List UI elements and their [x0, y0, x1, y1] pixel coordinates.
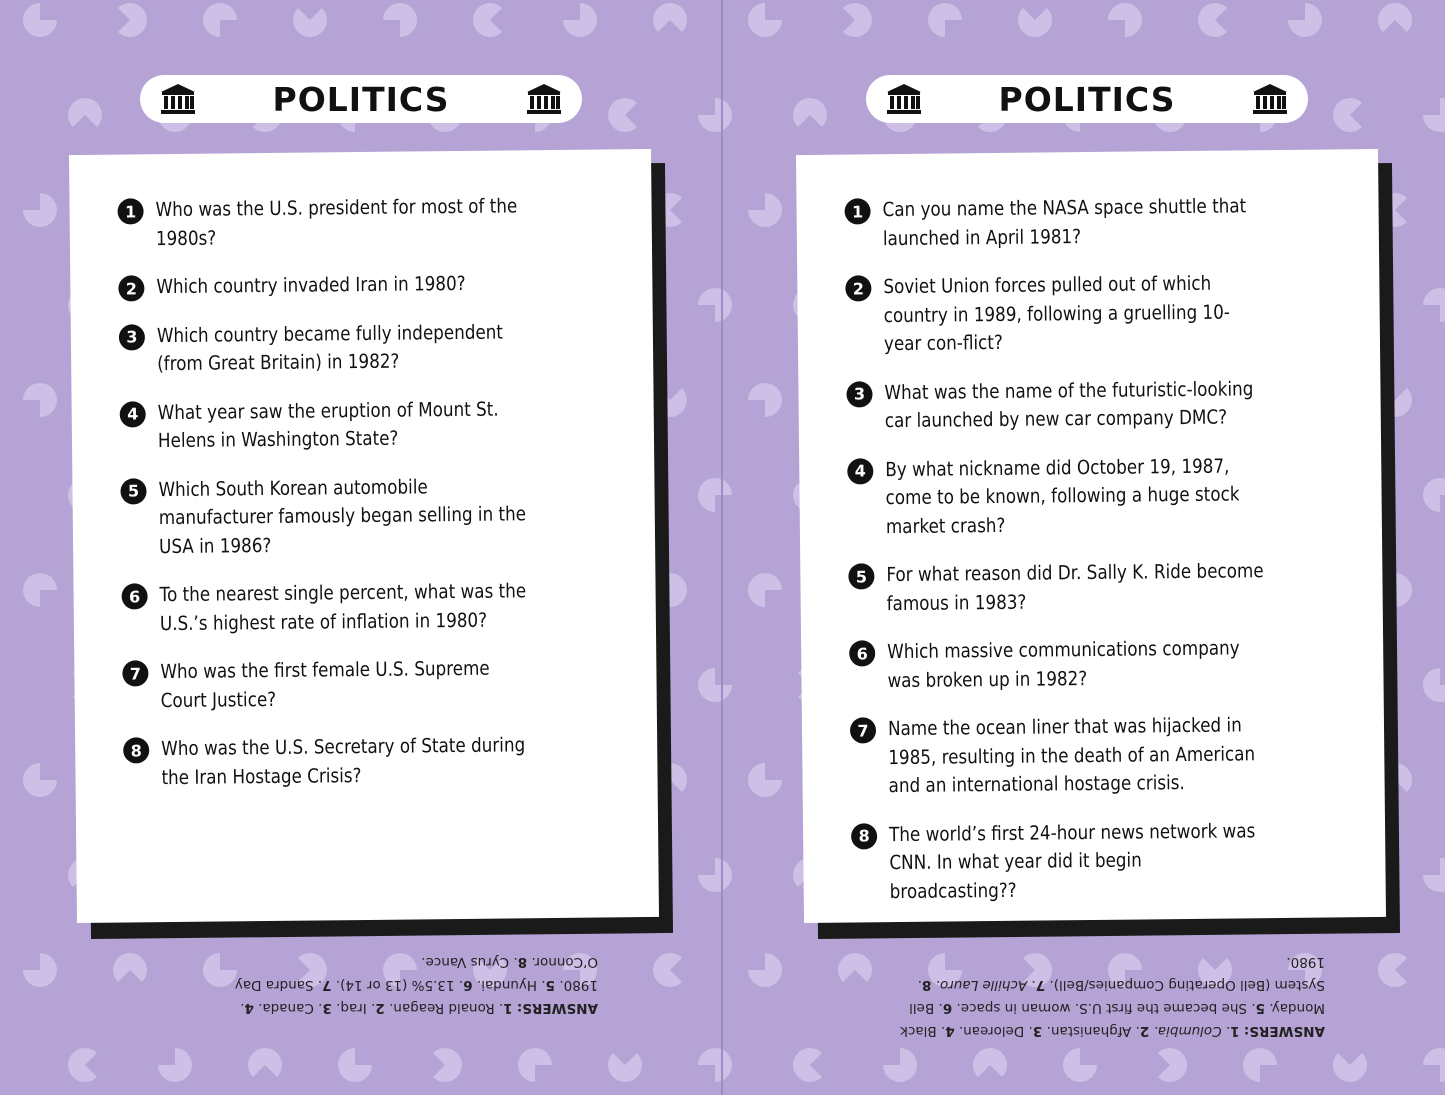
question-list — [844, 192, 1332, 927]
question-number-badge: 7 — [850, 717, 876, 743]
question-number-badge: 1 — [844, 198, 870, 224]
question-number-badge: 4 — [847, 458, 873, 484]
answer-number: 5 — [1255, 1000, 1266, 1016]
question-text: What was the name of the futuristic-looking car launched by new car company DMC? — [884, 376, 1254, 433]
answer-number: 2 — [375, 1000, 385, 1016]
answer-text: She became the first U.S. woman in space. — [956, 1000, 1248, 1016]
question-text: To the nearest single percent, what was the U.S.’s highest rate of inflation in 1980? — [159, 579, 527, 635]
question-item — [846, 374, 1327, 436]
right-page — [723, 0, 1445, 1095]
question-number-badge: 8 — [851, 823, 877, 849]
question-text: Name the ocean liner that was hijacked in 1985, resulting in the death of an American and an international hostage crisis. — [887, 713, 1256, 798]
answer-number: 6 — [942, 1000, 953, 1016]
question-text: What year saw the eruption of Mount St. Helens in Washington State? — [157, 397, 499, 453]
question-number-badge: 5 — [848, 563, 874, 589]
question-number-badge: 4 — [120, 401, 146, 427]
question-text: Who was the first female U.S. Supreme Court Justice? — [160, 656, 490, 712]
question-item — [848, 557, 1329, 619]
question-number-badge: 3 — [119, 324, 145, 350]
answer-number: 4 — [945, 1023, 955, 1039]
question-item — [849, 634, 1330, 696]
answer-number: 7 — [322, 977, 332, 993]
question-item — [119, 317, 600, 379]
question-item — [851, 816, 1332, 907]
answer-number: 2 — [1139, 1023, 1150, 1039]
page-title: POLITICS — [272, 79, 450, 119]
question-item — [850, 711, 1331, 802]
answer-number: 8 — [921, 977, 932, 993]
question-number-badge: 3 — [846, 381, 872, 407]
question-item — [120, 471, 601, 562]
question-item — [117, 192, 598, 254]
capitol-building-icon — [160, 83, 196, 115]
question-number-badge: 1 — [117, 198, 143, 224]
question-item — [121, 577, 602, 639]
question-number-badge: 2 — [118, 275, 144, 301]
question-text: Which South Korean automobile manufacturer famously began selling in the USA in 1986? — [158, 474, 527, 558]
politics-header — [866, 75, 1308, 123]
question-item — [122, 654, 603, 716]
answers-upside-down: ANSWERS: 1. Ronald Reagan. 2. Iraq. 3. Canada. 4. 1980. 5. Hyundai. 6. 13.5% (13 or 14). 7. Sandra Day O’Connor. 8. Cyrus Vance. — [234, 954, 598, 1016]
answer-text: 1980. — [559, 977, 598, 993]
question-text: The world’s first 24-hour news network was CNN. In what year did it begin broadcasting?? — [888, 818, 1256, 903]
answer-text: Cyrus Vance. — [421, 954, 510, 970]
answer-text: Hyundai. — [476, 977, 538, 993]
question-text: By what nickname did October 19, 1987, come to be known, following a huge stock market crash? — [885, 454, 1240, 538]
answer-text: Black Monday. — [900, 1000, 1325, 1039]
question-text: Soviet Union forces pulled out of which country in 1989, following a gruelling 10-year con-flict? — [883, 271, 1230, 356]
question-number-badge: 5 — [120, 478, 146, 504]
question-number-badge: 8 — [123, 737, 149, 763]
answer-number: 1 — [1230, 1023, 1240, 1039]
answer-number: 1 — [503, 1000, 513, 1016]
answer-text: 13.5% (13 or 14). — [335, 977, 455, 993]
answer-text: Delorean. — [958, 1023, 1025, 1039]
question-item — [118, 269, 598, 303]
question-list — [117, 192, 603, 813]
answer-text: Bell System (Bell Operating Companies/Bell). — [909, 977, 1325, 1016]
answer-text: Achille Lauro. — [935, 977, 1028, 993]
question-text: Can you name the NASA space shuttle that launched in April 1981? — [882, 194, 1247, 250]
card-body — [69, 149, 659, 923]
answer-number: 4 — [244, 1000, 254, 1016]
question-text: Who was the U.S. Secretary of State during the Iran Hostage Crisis? — [161, 733, 526, 789]
left-page — [0, 0, 722, 1095]
question-number-badge: 7 — [122, 660, 148, 686]
answer-text: Ronald Reagan. — [389, 1000, 495, 1016]
politics-header — [140, 75, 582, 123]
answer-number: 3 — [1032, 1023, 1043, 1039]
answer-text: Iraq. — [336, 1000, 367, 1016]
question-item — [123, 731, 604, 793]
answer-number: 8 — [517, 954, 528, 970]
answer-text: Afghanistan. — [1046, 1023, 1132, 1039]
answers-label: ANSWERS: — [1243, 1023, 1325, 1039]
question-item — [120, 394, 601, 456]
question-text: Who was the U.S. president for most of the 1980s? — [155, 194, 518, 250]
question-text: Which country became fully independent (from Great Britain) in 1982? — [156, 320, 504, 376]
capitol-building-icon — [526, 83, 562, 115]
capitol-building-icon — [1252, 83, 1288, 115]
question-text: For what reason did Dr. Sally K. Ride become famous in 1983? — [886, 559, 1264, 615]
answer-number: 7 — [1035, 977, 1046, 993]
answer-text: Canada. — [258, 1000, 314, 1016]
answer-number: 6 — [463, 977, 473, 993]
answer-text: 1980. — [1286, 954, 1325, 970]
question-card — [800, 152, 1400, 937]
question-item — [847, 451, 1328, 542]
answers-upside-down: ANSWERS: 1. Columbia. 2. Afghanistan. 3. Delorean. 4. Black Monday. 5. She became the first U.S. woman in space. 6. Bell System (Bell Operating Companies/Bell). 7. Achille Lauro. 8. 1980. — [900, 954, 1325, 1039]
capitol-building-icon — [886, 83, 922, 115]
page-title: POLITICS — [998, 79, 1176, 119]
question-text: Which country invaded Iran in 1980? — [156, 271, 466, 299]
answer-text: Sandra Day O’Connor. — [234, 954, 598, 993]
question-card — [73, 152, 673, 937]
question-number-badge: 6 — [849, 640, 875, 666]
answers-label: ANSWERS: — [516, 1000, 598, 1016]
question-item — [844, 192, 1325, 254]
question-number-badge: 6 — [121, 583, 147, 609]
question-item — [845, 269, 1326, 360]
card-body — [796, 149, 1386, 923]
question-text: Which massive communications company was broken up in 1982? — [887, 636, 1240, 692]
question-number-badge: 2 — [845, 275, 871, 301]
answer-text: Columbia. — [1153, 1023, 1222, 1039]
answer-number: 5 — [545, 977, 556, 993]
answer-number: 3 — [322, 1000, 332, 1016]
